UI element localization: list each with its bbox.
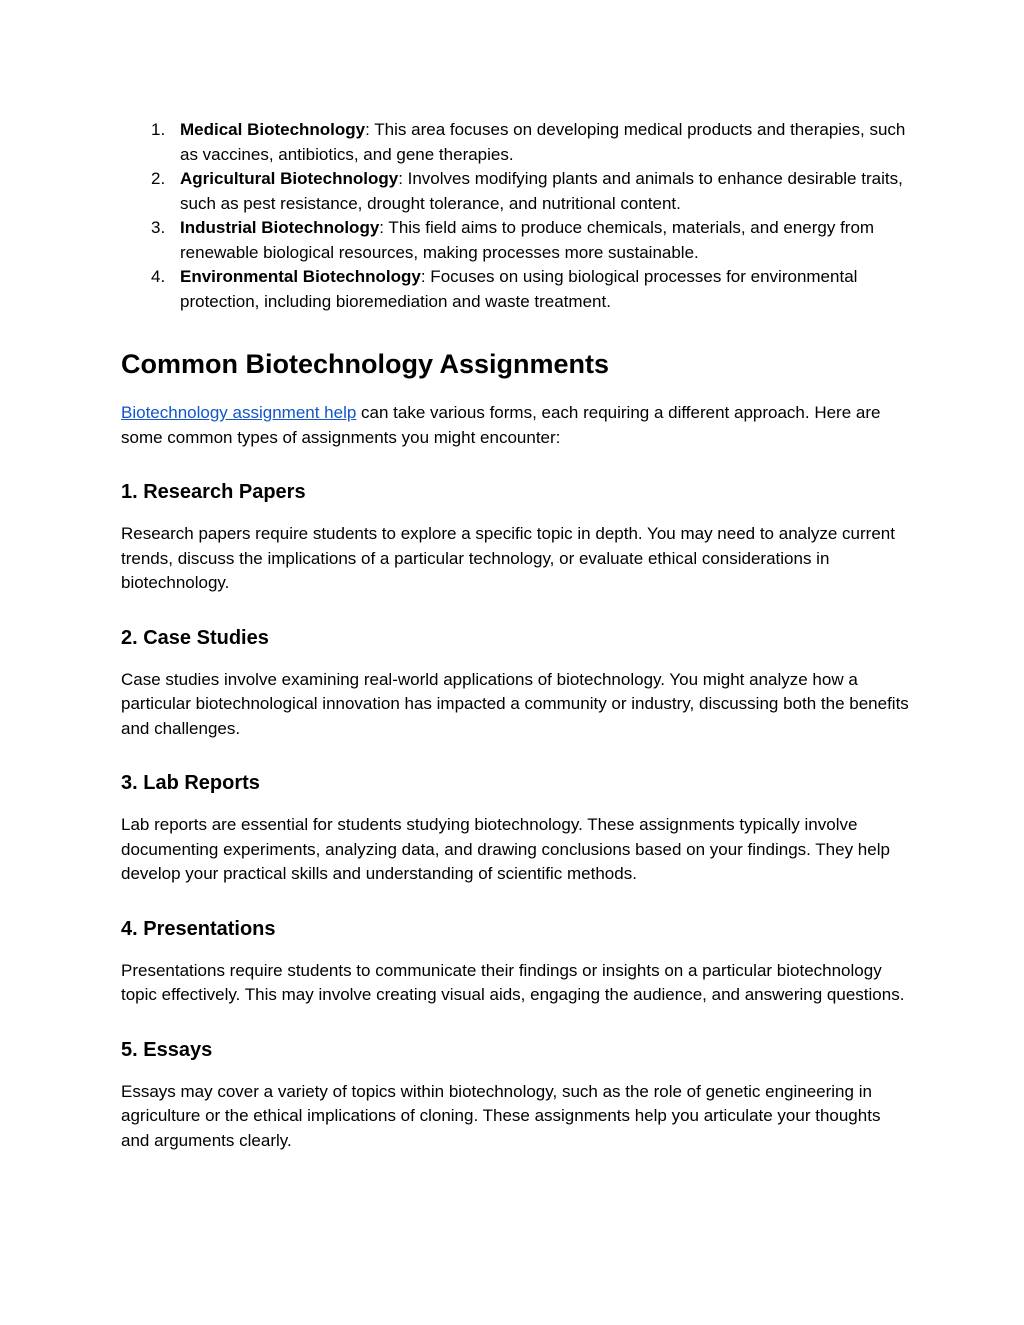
subsection-heading-presentations: 4. Presentations [121, 917, 276, 940]
document-page [121, 118, 911, 1153]
subsection-body-case-studies: Case studies involve examining real-world applications of biotechnology. You might analyze how a particular biotechnological innovation has impacted a community or industry, discussing both the benefits and challenges. [121, 669, 909, 738]
section-intro-text: can take various forms, each requiring a different approach. Here are some common types of assignments you might encounter: [121, 403, 881, 447]
biotech-types-list [121, 118, 911, 314]
subsection-heading-case-studies: 2. Case Studies [121, 626, 269, 649]
section-intro-paragraph [121, 401, 911, 450]
subsection-heading-research-papers: 1. Research Papers [121, 481, 306, 503]
list-item-number: 4. [151, 267, 166, 286]
list-item [121, 216, 911, 265]
subsection-body-lab-reports: Lab reports are essential for students studying biotechnology. These assignments typically involve documenting experiments, analyzing data, and drawing conclusions based on your findings. They help develop your practical skills and understanding of scientific methods. [121, 815, 890, 883]
assignment-help-link[interactable]: Biotechnology assignment help [121, 403, 357, 422]
subsection-heading-lab-reports: 3. Lab Reports [121, 772, 260, 794]
list-item [121, 265, 911, 314]
list-item [121, 167, 911, 216]
list-item [121, 118, 911, 167]
list-item-text: : This area focuses on developing medical products and therapies, such as vaccines, antibiotics, and gene therapies. [180, 120, 906, 164]
subsection-body-essays: Essays may cover a variety of topics within biotechnology, such as the role of genetic engineering in agriculture or the ethical implications of cloning. These assignments help you articulate your thoughts and arguments clearly. [121, 1081, 881, 1150]
list-item-number: 3. [151, 218, 166, 237]
list-item-term: Environmental Biotechnology [180, 267, 421, 286]
list-item-text: : Involves modifying plants and animals to enhance desirable traits, such as pest resistance, drought tolerance, and nutritional content. [180, 169, 903, 213]
list-item-text: : Focuses on using biological processes for environmental protection, including bioremediation and waste treatment. [180, 267, 858, 311]
list-item-number: 1. [151, 120, 166, 139]
list-item-text: : This field aims to produce chemicals, materials, and energy from renewable biological resources, making processes more sustainable. [180, 218, 875, 262]
list-item-term: Industrial Biotechnology [180, 218, 380, 237]
subsection-body-presentations: Presentations require students to communicate their findings or insights on a particular biotechnology topic effectively. This may involve creating visual aids, engaging the audience, and answering questions. [121, 960, 905, 1004]
list-item-term: Medical Biotechnology [180, 120, 366, 139]
section-heading: Common Biotechnology Assignments [121, 349, 610, 379]
subsection-body-research-papers: Research papers require students to explore a specific topic in depth. You may need to analyze current trends, discuss the implications of a particular technology, or evaluate ethical considerations in biotechnology. [121, 524, 895, 592]
list-item-number: 2. [151, 169, 166, 188]
list-item-term: Agricultural Biotechnology [180, 169, 399, 188]
subsection-heading-essays: 5. Essays [121, 1038, 213, 1061]
